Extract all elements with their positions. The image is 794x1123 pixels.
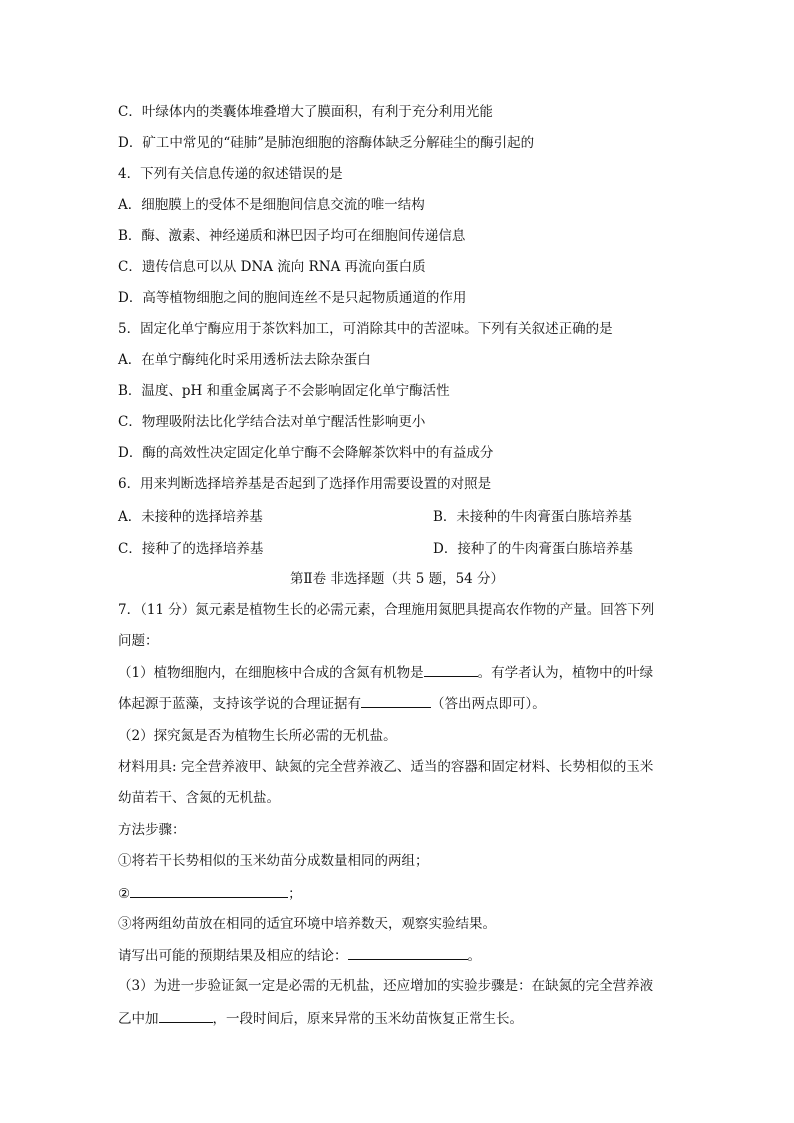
q6-option-c: C．接种了的选择培养基 (118, 541, 264, 557)
q3-option-d: D．矿工中常见的“硅肺”是肺泡细胞的溶酶体缺乏分解硅尘的酶引起的 (118, 135, 535, 151)
q6-stem: 6．用来判断选择培养基是否起到了选择作用需要设置的对照是 (118, 476, 492, 492)
q4-option-c: C．遗传信息可以从 DNA 流向 RNA 再流向蛋白质 (118, 259, 426, 275)
answer-blank[interactable] (159, 1008, 213, 1023)
q6-option-b: B．未接种的牛肉膏蛋白胨培养基 (433, 509, 632, 525)
q7-materials-line-2: 幼苗若干、含氮的无机盐。 (118, 790, 280, 806)
q5-option-d: D．酶的高效性决定固定化单宁酶不会降解茶饮料中的有益成分 (118, 445, 494, 461)
answer-blank[interactable] (424, 662, 478, 677)
q7-materials-line-1: 材料用具: 完全营养液甲、缺氮的完全营养液乙、适当的容器和固定材料、长势相似的玉米 (118, 759, 654, 775)
q5-stem: 5．固定化单宁酶应用于茶饮料加工，可消除其中的苦涩味。下列有关叙述正确的是 (118, 321, 613, 337)
q5-option-c: C．物理吸附法比化学结合法对单宁醒活性影响更小 (118, 414, 426, 430)
q7-part1-line-1: （1）植物细胞内，在细胞核中合成的含氮有机物是 。有学者认为，植物中的叶绿 (118, 662, 678, 683)
q7-part2-title: （2）探究氮是否为植物生长所必需的无机盐。 (118, 728, 397, 744)
q6-option-a: A．未接种的选择培养基 (118, 509, 263, 525)
q4-option-b: B．酶、激素、神经递质和淋巴因子均可在细胞间传递信息 (118, 228, 466, 244)
q5-option-b: B．温度、pH 和重金属离子不会影响固定化单宁酶活性 (118, 383, 450, 399)
q7-part1-line-2: 体起源于蓝藻，支持该学说的合理证据有 （答出两点即可）。 (118, 693, 678, 714)
q7-prediction: 请写出可能的预期结果及相应的结论： 。 (118, 945, 678, 966)
q6-option-d: D．接种了的牛肉膏蛋白胨培养基 (433, 541, 633, 557)
q7-stem-line-2: 问题： (118, 633, 159, 649)
q7-part3-line-2: 乙中加 ，一段时间后，原来异常的玉米幼苗恢复正常生长。 (118, 1008, 678, 1029)
q7-step-1: ①将若干长势相似的玉米幼苗分成数量相同的两组； (118, 853, 429, 869)
section-2-title: 第Ⅱ卷 非选择题（共 5 题，54 分） (289, 571, 505, 587)
answer-blank[interactable] (361, 693, 431, 708)
q4-stem: 4．下列有关信息传递的叙述错误的是 (118, 166, 343, 182)
q4-option-a: A．细胞膜上的受体不是细胞间信息交流的唯一结构 (118, 197, 425, 213)
q7-step-2: ② ； (118, 883, 678, 904)
q7-stem-line-1: 7．（11 分）氮元素是植物生长的必需元素，合理施用氮肥具提高农作物的产量。回答下列 (118, 602, 655, 618)
q6-options-row-2 (118, 539, 678, 559)
answer-blank[interactable] (130, 883, 288, 898)
q4-option-d: D．高等植物细胞之间的胞间连丝不是只起物质通道的作用 (118, 290, 467, 306)
q6-options-row-1 (118, 507, 678, 527)
q7-step-3: ③将两组幼苗放在相同的适宜环境中培养数天，观察实验结果。 (118, 916, 496, 932)
q7-part3-line-1: （3）为进一步验证氮一定是必需的无机盐，还应增加的实验步骤是：在缺氮的完全营养液 (118, 978, 654, 994)
q7-method-title: 方法步骤： (118, 822, 186, 838)
answer-blank[interactable] (348, 945, 468, 960)
q3-option-c: C．叶绿体内的类囊体堆叠增大了膜面积，有利于充分利用光能 (118, 104, 493, 120)
q5-option-a: A．在单宁酶纯化时采用透析法去除杂蛋白 (118, 352, 371, 368)
